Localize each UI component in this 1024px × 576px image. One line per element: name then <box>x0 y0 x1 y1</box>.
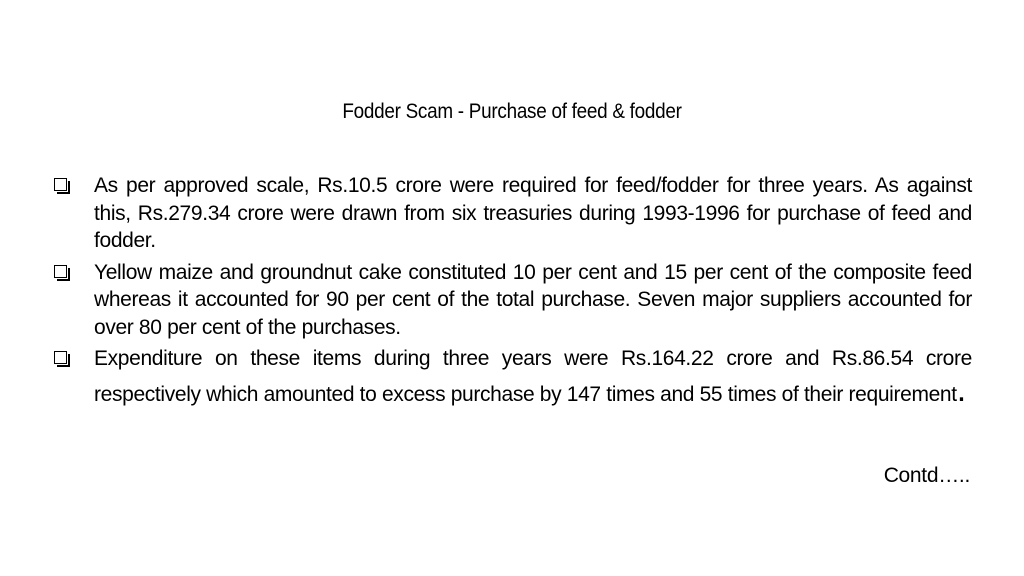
bullet-item <box>54 259 972 342</box>
bullet-item <box>54 345 972 408</box>
bullet-text-container <box>94 345 972 408</box>
bullet-item <box>54 172 972 255</box>
checkbox-square-icon <box>54 178 67 191</box>
bullet-text: Yellow maize and groundnut cake constituted 10 per cent and 15 per cent of the composite feed whereas it accounted for 90 per cent of the total purchase. Seven major suppliers accounted for over 80 per cent of the purchases. <box>94 260 972 339</box>
checkbox-square-icon <box>54 351 67 364</box>
bullet-list <box>54 172 972 412</box>
slide-title: Fodder Scam - Purchase of feed & fodder <box>342 100 682 123</box>
continued-label: Contd….. <box>883 464 970 487</box>
bullet-text: Expenditure on these items during three years were Rs.164.22 crore and Rs.86.54 crore respectively which amounted to excess purchase by 147 times and 55 times of their requirement <box>94 347 972 406</box>
bullet-text: As per approved scale, Rs.10.5 crore were required for feed/fodder for three years. As against this, Rs.279.34 crore were drawn from six treasuries during 1993-1996 for purchase of feed and fodder. <box>94 174 972 252</box>
checkbox-square-icon <box>54 265 67 278</box>
terminal-period: . <box>956 370 966 409</box>
